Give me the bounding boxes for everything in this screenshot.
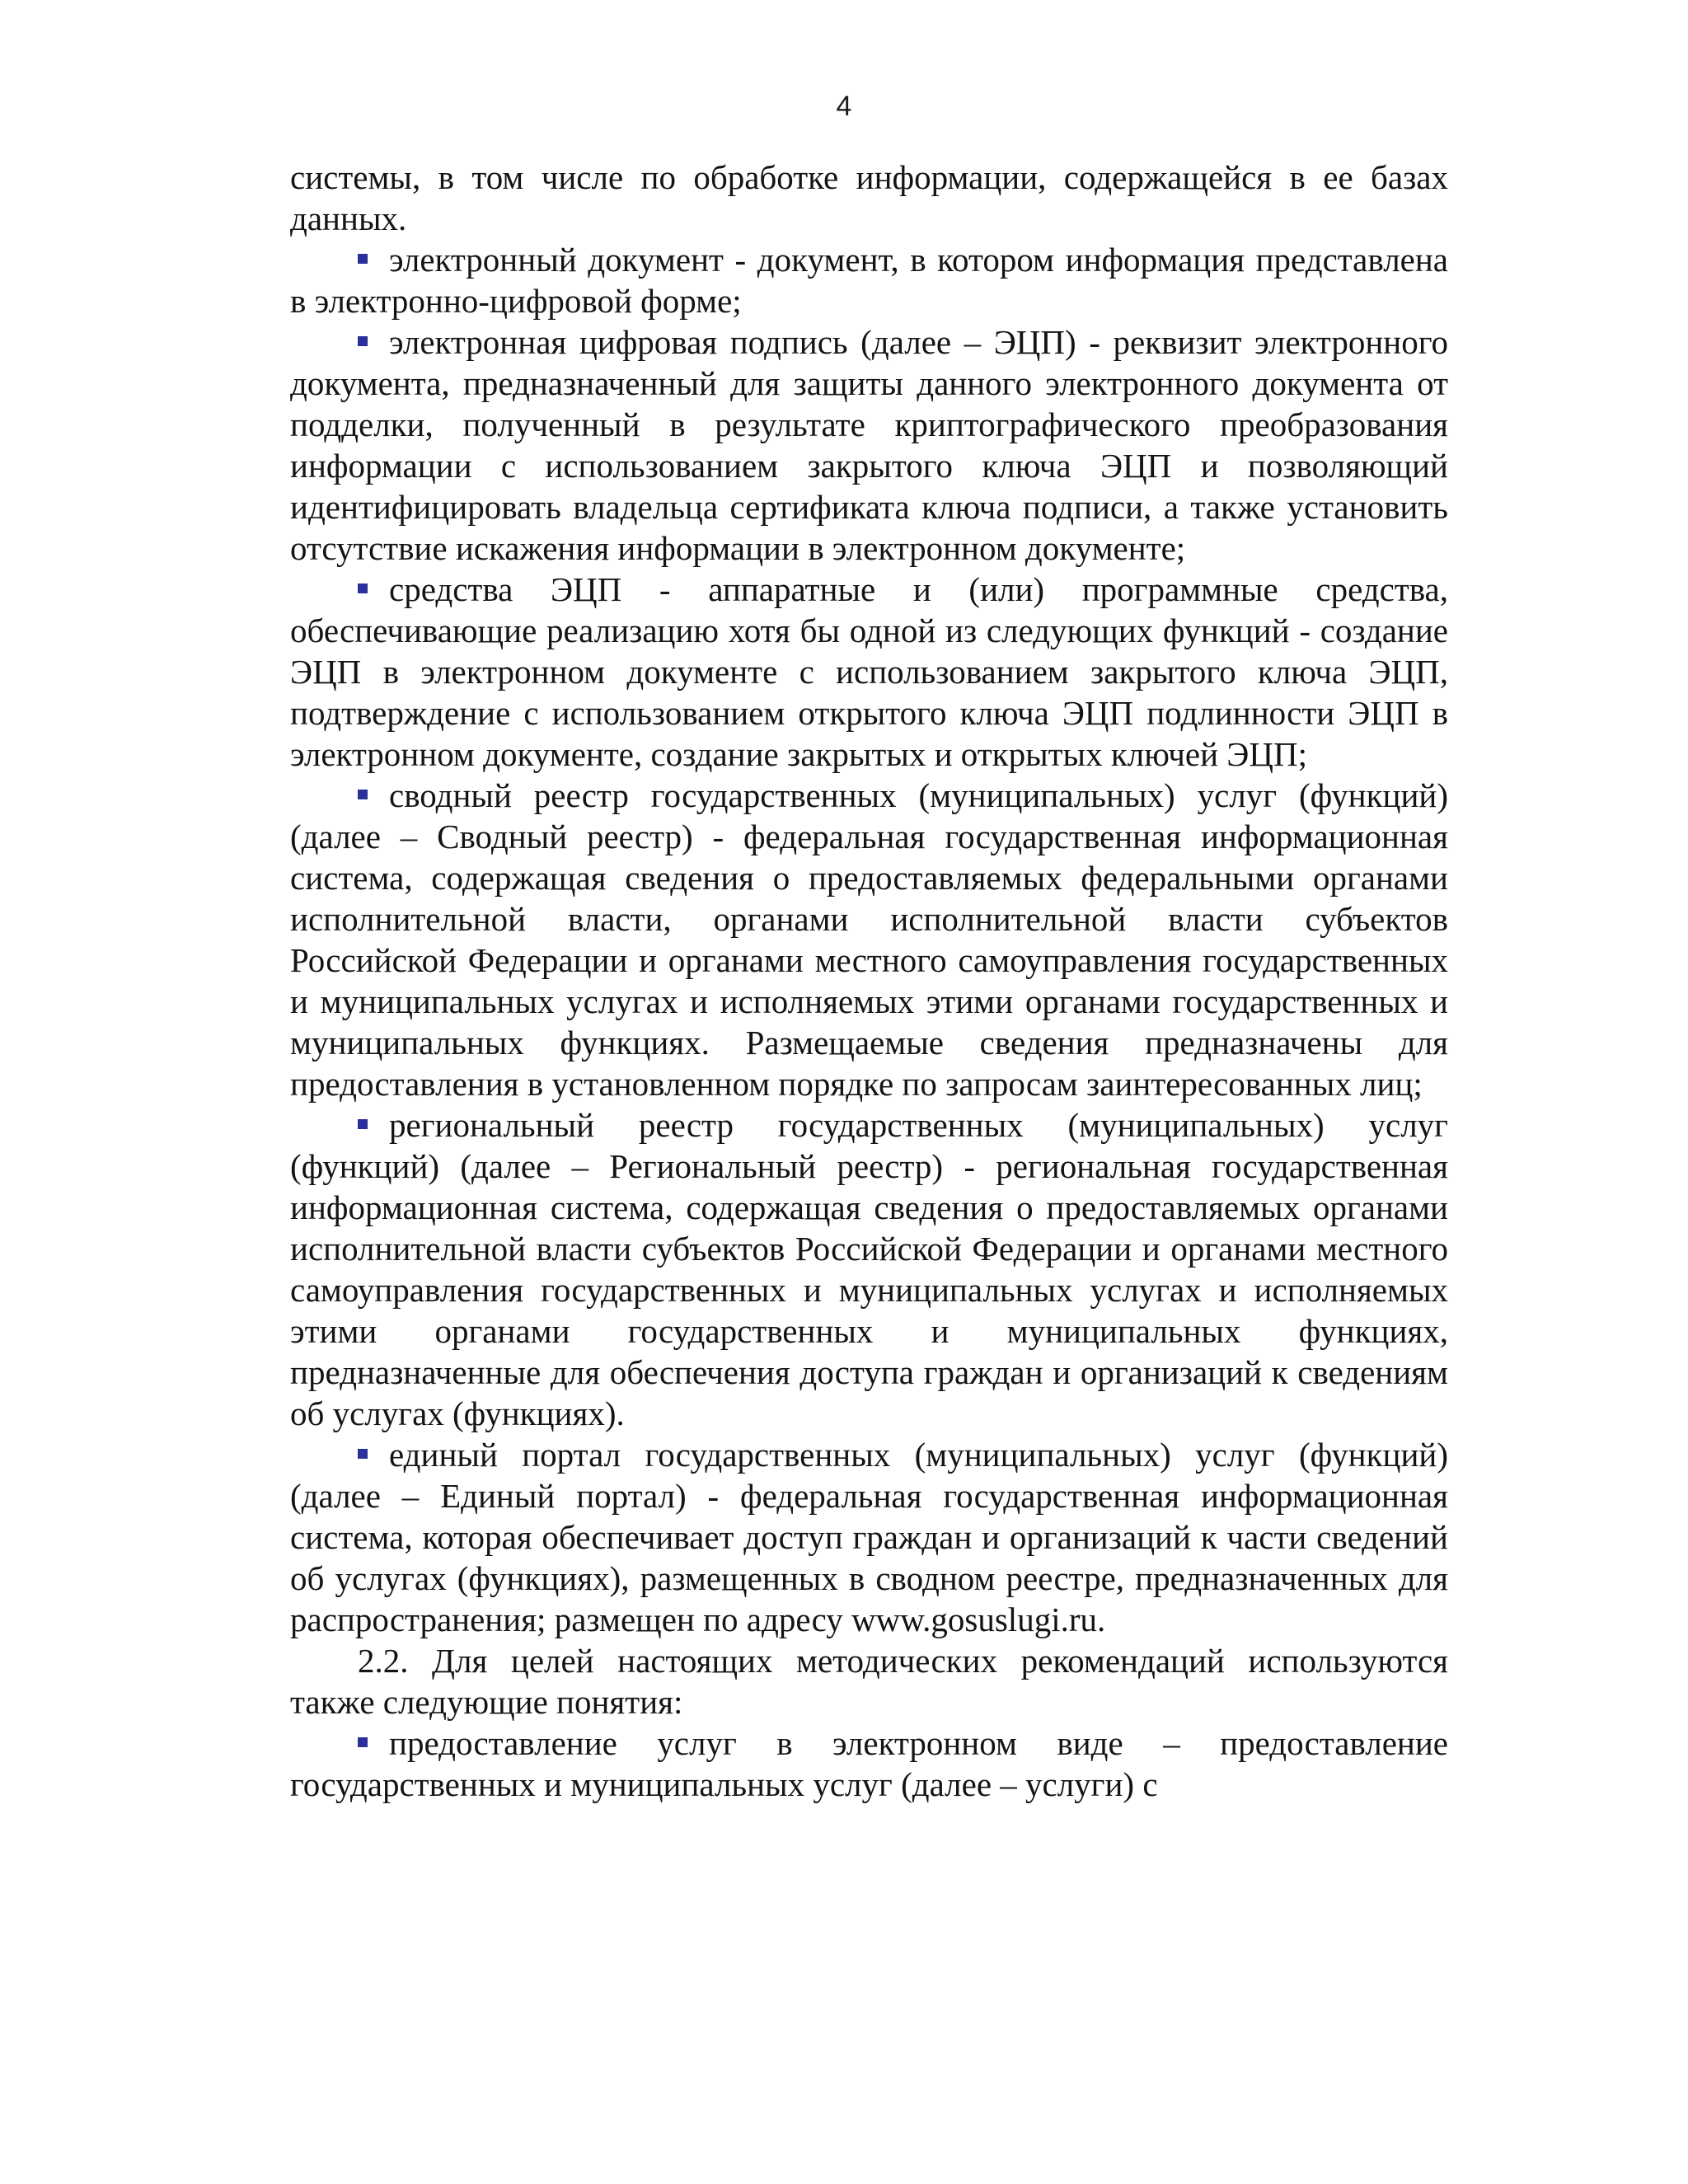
list-item <box>290 1104 1448 1434</box>
list-item-text: региональный реестр государственных (муниципальных) услуг (функций) (далее – Региональный реестр) - региональная государственная информационная система, содержащая сведения о предоставляемых органами исполнительной власти субъектов Российской Федерации и органами местного самоуправления государственных и муниципальных услугах и исполняемых этими органами государственных и муниципальных функциях, предназначенные для обеспечения доступа граждан и организаций к сведениям об услугах (функциях). <box>290 1106 1448 1432</box>
square-bullet-icon <box>358 1449 368 1459</box>
list-item-text: единый портал государственных (муниципальных) услуг (функций) (далее – Единый портал) - федеральная государственная информационная система, которая обеспечивает доступ граждан и организаций к части сведений об услугах (функциях), размещенных в сводном реестре, предназначенных для распространения; размещен по адресу www.gosuslugi.ru. <box>290 1436 1448 1638</box>
square-bullet-icon <box>358 336 368 346</box>
list-item-text: сводный реестр государственных (муниципальных) услуг (функций) (далее – Сводный реестр) - федеральная государственная информационная система, содержащая сведения о предоставляемых федеральными органами исполнительной власти, органами исполнительной власти субъектов Российской Федерации и органами местного самоуправления государственных и муниципальных услугах и исполняемых этими органами государственных и муниципальных функциях. Размещаемые сведения предназначены для предоставления в установленном порядке по запросам заинтересованных лиц; <box>290 776 1448 1103</box>
document-body <box>290 157 1448 1805</box>
list-item <box>290 569 1448 775</box>
square-bullet-icon <box>358 254 368 264</box>
list-item-text: средства ЭЦП - аппаратные и (или) программные средства, обеспечивающие реализацию хотя бы одной из следующих функций - создание ЭЦП в электронном документе с использованием закрытого ключа ЭЦП, подтверждение с использованием открытого ключа ЭЦП подлинности ЭЦП в электронном документе, создание закрытых и открытых ключей ЭЦП; <box>290 570 1448 773</box>
continuation-paragraph: системы, в том числе по обработке информации, содержащейся в ее базах данных. <box>290 158 1448 237</box>
square-bullet-icon <box>358 583 368 593</box>
page-number: 4 <box>836 91 852 122</box>
square-bullet-icon <box>358 1737 368 1747</box>
square-bullet-icon <box>358 1119 368 1129</box>
list-item <box>290 1722 1448 1805</box>
list-item-text: электронная цифровая подпись (далее – ЭЦП) - реквизит электронного документа, предназначенный для защиты данного электронного документа от подделки, полученный в результате криптографического преобразования информации с использованием закрытого ключа ЭЦП и позволяющий идентифицировать владельца сертификата ключа подписи, а также установить отсутствие искажения информации в электронном документе; <box>290 323 1448 567</box>
list-item <box>290 321 1448 569</box>
section-paragraph: 2.2. Для целей настоящих методических рекомендаций используются также следующие понятия: <box>290 1642 1448 1721</box>
list-item <box>290 239 1448 321</box>
list-item <box>290 1434 1448 1640</box>
square-bullet-icon <box>358 790 368 799</box>
list-item-text: электронный документ - документ, в котором информация представлена в электронно-цифровой форме; <box>290 241 1448 320</box>
list-item <box>290 775 1448 1104</box>
list-item-text: предоставление услуг в электронном виде – предоставление государственных и муниципальных услуг (далее – услуги) с <box>290 1724 1448 1803</box>
